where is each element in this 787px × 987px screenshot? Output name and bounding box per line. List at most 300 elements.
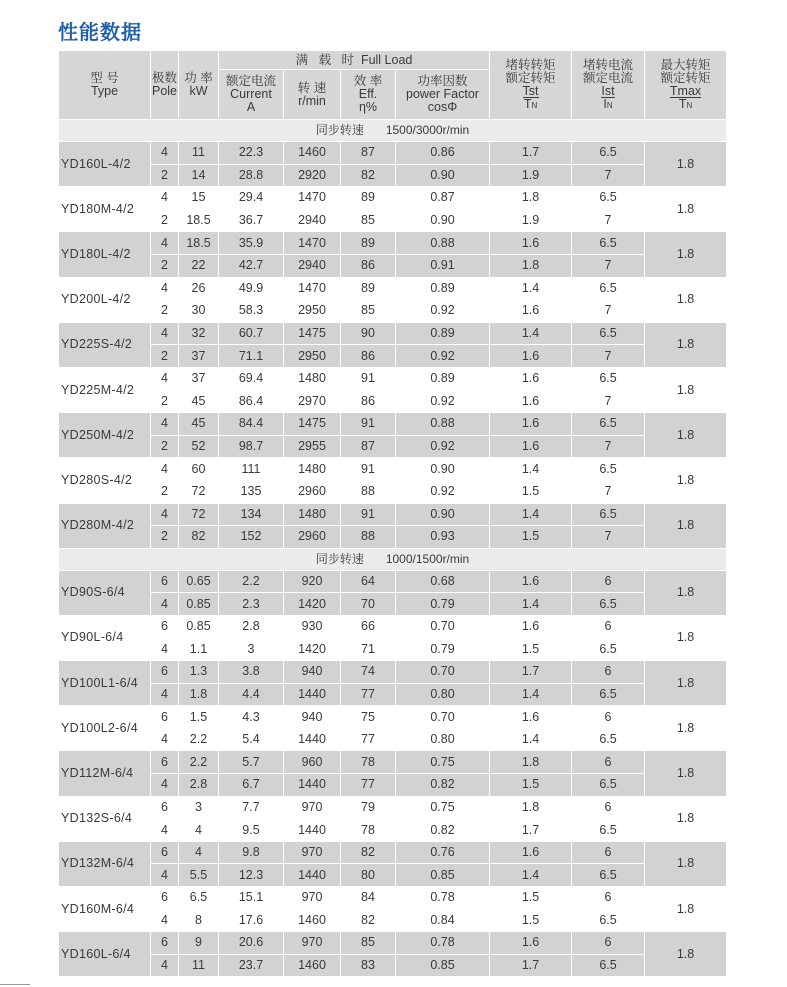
cell-power-kw: 52 <box>179 435 219 458</box>
cell-pole: 4 <box>151 232 179 255</box>
table-body <box>59 120 727 977</box>
cell-power-kw: 60 <box>179 458 219 481</box>
cell-power-kw: 3 <box>179 796 219 819</box>
cell-pole: 2 <box>151 209 179 232</box>
cell-power-factor: 0.92 <box>396 345 490 368</box>
table-row <box>59 932 727 955</box>
cell-ist-ratio: 7 <box>572 480 645 503</box>
table-row <box>59 164 727 187</box>
cell-power-factor: 0.78 <box>396 887 490 910</box>
cell-speed: 2960 <box>284 480 341 503</box>
cell-pole: 4 <box>151 277 179 300</box>
cell-ist-ratio: 6 <box>572 887 645 910</box>
table-row <box>59 751 727 774</box>
cell-tst-ratio: 1.5 <box>490 638 572 661</box>
cell-ist-ratio: 7 <box>572 209 645 232</box>
cell-efficiency: 89 <box>341 187 396 210</box>
cell-speed: 1460 <box>284 909 341 932</box>
cell-power-kw: 22 <box>179 254 219 277</box>
table-row <box>59 209 727 232</box>
cell-efficiency: 91 <box>341 503 396 526</box>
cell-pole: 4 <box>151 819 179 842</box>
cell-ist-ratio: 6.5 <box>572 819 645 842</box>
cell-speed: 1480 <box>284 458 341 481</box>
cell-current: 84.4 <box>219 413 284 436</box>
cell-tmax-ratio: 1.8 <box>645 841 727 886</box>
cell-power-factor: 0.92 <box>396 480 490 503</box>
cell-pole: 6 <box>151 706 179 729</box>
cell-pole: 4 <box>151 728 179 751</box>
cell-efficiency: 74 <box>341 661 396 684</box>
cell-current: 6.7 <box>219 774 284 797</box>
cell-tst-ratio: 1.4 <box>490 683 572 706</box>
cell-speed: 1440 <box>284 864 341 887</box>
cell-tmax-ratio: 1.8 <box>645 322 727 367</box>
cell-ist-ratio: 6.5 <box>572 142 645 165</box>
cell-speed: 970 <box>284 796 341 819</box>
cell-ist-ratio: 6.5 <box>572 774 645 797</box>
cell-tst-ratio: 1.6 <box>490 615 572 638</box>
table-row <box>59 413 727 436</box>
cell-ist-ratio: 6 <box>572 661 645 684</box>
table-row <box>59 480 727 503</box>
cell-tst-ratio: 1.5 <box>490 774 572 797</box>
cell-efficiency: 66 <box>341 615 396 638</box>
section-speed: 1500/3000r/min <box>385 123 470 137</box>
header-power-factor: 功率因数 power Factor cosΦ <box>396 70 490 120</box>
cell-power-kw: 1.5 <box>179 706 219 729</box>
cell-power-kw: 1.8 <box>179 683 219 706</box>
header-pole: 极数 Pole <box>151 51 179 120</box>
cell-power-factor: 0.68 <box>396 570 490 593</box>
cell-pole: 6 <box>151 615 179 638</box>
cell-tmax-ratio: 1.8 <box>645 367 727 412</box>
cell-tst-ratio: 1.7 <box>490 661 572 684</box>
cell-efficiency: 84 <box>341 887 396 910</box>
cell-efficiency: 86 <box>341 390 396 413</box>
model-type: YD90S-6/4 <box>59 570 151 615</box>
cell-ist-ratio: 6 <box>572 615 645 638</box>
cell-ist-ratio: 6.5 <box>572 367 645 390</box>
cell-power-factor: 0.91 <box>396 254 490 277</box>
cell-current: 2.8 <box>219 615 284 638</box>
section-title: 同步转速 <box>315 551 364 566</box>
cell-current: 9.5 <box>219 819 284 842</box>
model-type: YD225M-4/2 <box>59 367 151 412</box>
cell-current: 58.3 <box>219 300 284 323</box>
cell-ist-ratio: 6.5 <box>572 683 645 706</box>
cell-efficiency: 91 <box>341 413 396 436</box>
cell-current: 69.4 <box>219 367 284 390</box>
cell-power-factor: 0.82 <box>396 774 490 797</box>
cell-efficiency: 64 <box>341 570 396 593</box>
cell-tst-ratio: 1.5 <box>490 480 572 503</box>
cell-current: 134 <box>219 503 284 526</box>
cell-ist-ratio: 6.5 <box>572 638 645 661</box>
cell-speed: 940 <box>284 661 341 684</box>
cell-speed: 930 <box>284 615 341 638</box>
table-row <box>59 232 727 255</box>
cell-current: 4.4 <box>219 683 284 706</box>
cell-current: 29.4 <box>219 187 284 210</box>
model-type: YD90L-6/4 <box>59 615 151 660</box>
table-row <box>59 887 727 910</box>
cell-speed: 1480 <box>284 503 341 526</box>
cell-ist-ratio: 7 <box>572 390 645 413</box>
section-title: 同步转速 <box>315 123 364 137</box>
cell-efficiency: 70 <box>341 593 396 616</box>
cell-pole: 6 <box>151 751 179 774</box>
cell-pole: 4 <box>151 909 179 932</box>
cell-current: 2.3 <box>219 593 284 616</box>
cell-ist-ratio: 6 <box>572 841 645 864</box>
cell-power-factor: 0.89 <box>396 367 490 390</box>
cell-power-factor: 0.84 <box>396 909 490 932</box>
header-kw: 功 率 kW <box>179 51 219 120</box>
cell-pole: 2 <box>151 390 179 413</box>
cell-power-factor: 0.90 <box>396 209 490 232</box>
cell-efficiency: 87 <box>341 142 396 165</box>
cell-tst-ratio: 1.6 <box>490 390 572 413</box>
cell-efficiency: 88 <box>341 526 396 549</box>
cell-pole: 4 <box>151 503 179 526</box>
cell-power-kw: 45 <box>179 390 219 413</box>
cell-tst-ratio: 1.6 <box>490 413 572 436</box>
cell-ist-ratio: 6 <box>572 706 645 729</box>
cell-tmax-ratio: 1.8 <box>645 887 727 932</box>
cell-tst-ratio: 1.7 <box>490 819 572 842</box>
cell-pole: 2 <box>151 526 179 549</box>
cell-power-kw: 1.1 <box>179 638 219 661</box>
model-type: YD132M-6/4 <box>59 841 151 886</box>
cell-efficiency: 78 <box>341 751 396 774</box>
cell-power-factor: 0.90 <box>396 458 490 481</box>
cell-speed: 1440 <box>284 728 341 751</box>
cell-ist-ratio: 6.5 <box>572 909 645 932</box>
cell-ist-ratio: 6.5 <box>572 728 645 751</box>
table-row <box>59 841 727 864</box>
cell-speed: 970 <box>284 841 341 864</box>
cell-power-kw: 6.5 <box>179 887 219 910</box>
cell-efficiency: 85 <box>341 209 396 232</box>
cell-current: 9.8 <box>219 841 284 864</box>
cell-tst-ratio: 1.6 <box>490 367 572 390</box>
cell-speed: 970 <box>284 887 341 910</box>
cell-efficiency: 89 <box>341 232 396 255</box>
cell-tst-ratio: 1.6 <box>490 300 572 323</box>
cell-pole: 4 <box>151 683 179 706</box>
cell-tst-ratio: 1.6 <box>490 932 572 955</box>
cell-power-kw: 4 <box>179 819 219 842</box>
header-efficiency: 效 率 Eff. η% <box>341 70 396 120</box>
cell-speed: 1440 <box>284 774 341 797</box>
cell-power-kw: 4 <box>179 841 219 864</box>
cell-tst-ratio: 1.6 <box>490 706 572 729</box>
model-type: YD100L2-6/4 <box>59 706 151 751</box>
cell-current: 5.7 <box>219 751 284 774</box>
cell-power-kw: 18.5 <box>179 232 219 255</box>
cell-power-kw: 15 <box>179 187 219 210</box>
cell-tst-ratio: 1.4 <box>490 277 572 300</box>
cell-current: 20.6 <box>219 932 284 955</box>
cell-power-kw: 5.5 <box>179 864 219 887</box>
table-row <box>59 593 727 616</box>
cell-power-kw: 72 <box>179 503 219 526</box>
cell-tst-ratio: 1.8 <box>490 254 572 277</box>
cell-power-kw: 11 <box>179 142 219 165</box>
cell-tmax-ratio: 1.8 <box>645 187 727 232</box>
cell-pole: 4 <box>151 638 179 661</box>
cell-current: 4.3 <box>219 706 284 729</box>
cell-ist-ratio: 6 <box>572 796 645 819</box>
cell-ist-ratio: 6.5 <box>572 593 645 616</box>
cell-speed: 960 <box>284 751 341 774</box>
section-label <box>59 548 727 570</box>
table-row <box>59 458 727 481</box>
cell-ist-ratio: 6.5 <box>572 277 645 300</box>
cell-tmax-ratio: 1.8 <box>645 142 727 187</box>
cell-efficiency: 79 <box>341 796 396 819</box>
cell-tmax-ratio: 1.8 <box>645 932 727 977</box>
table-row <box>59 909 727 932</box>
cell-efficiency: 85 <box>341 300 396 323</box>
cell-speed: 2950 <box>284 345 341 368</box>
cell-speed: 1420 <box>284 593 341 616</box>
cell-ist-ratio: 6.5 <box>572 864 645 887</box>
table-row <box>59 345 727 368</box>
cell-speed: 1420 <box>284 638 341 661</box>
cell-efficiency: 85 <box>341 932 396 955</box>
model-type: YD100L1-6/4 <box>59 661 151 706</box>
cell-power-factor: 0.80 <box>396 683 490 706</box>
cell-current: 7.7 <box>219 796 284 819</box>
table-row <box>59 322 727 345</box>
cell-tst-ratio: 1.4 <box>490 458 572 481</box>
cell-tst-ratio: 1.8 <box>490 187 572 210</box>
header-full-load: 满 载 时 Full Load <box>219 51 490 70</box>
performance-table <box>58 50 727 977</box>
cell-speed: 1460 <box>284 954 341 977</box>
cell-tst-ratio: 1.6 <box>490 232 572 255</box>
section-speed: 1000/1500r/min <box>385 551 470 566</box>
cell-power-kw: 37 <box>179 367 219 390</box>
cell-power-factor: 0.92 <box>396 300 490 323</box>
cell-pole: 2 <box>151 254 179 277</box>
cell-speed: 1440 <box>284 683 341 706</box>
cell-current: 3 <box>219 638 284 661</box>
cell-current: 36.7 <box>219 209 284 232</box>
table-row <box>59 819 727 842</box>
section-label <box>59 120 727 142</box>
table-row <box>59 526 727 549</box>
cell-power-factor: 0.85 <box>396 954 490 977</box>
model-type: YD200L-4/2 <box>59 277 151 322</box>
cell-tmax-ratio: 1.8 <box>645 413 727 458</box>
cell-ist-ratio: 6.5 <box>572 458 645 481</box>
cell-pole: 6 <box>151 570 179 593</box>
cell-power-kw: 0.85 <box>179 593 219 616</box>
model-type: YD180M-4/2 <box>59 187 151 232</box>
cell-speed: 1470 <box>284 277 341 300</box>
cell-power-factor: 0.92 <box>396 435 490 458</box>
cell-speed: 2940 <box>284 209 341 232</box>
cell-pole: 4 <box>151 367 179 390</box>
cell-pole: 4 <box>151 142 179 165</box>
cell-efficiency: 75 <box>341 706 396 729</box>
cell-power-factor: 0.79 <box>396 593 490 616</box>
cell-power-factor: 0.88 <box>396 232 490 255</box>
cell-tmax-ratio: 1.8 <box>645 751 727 796</box>
cell-speed: 940 <box>284 706 341 729</box>
cell-current: 152 <box>219 526 284 549</box>
cell-efficiency: 86 <box>341 254 396 277</box>
cell-power-factor: 0.70 <box>396 615 490 638</box>
header-speed: 转 速 r/min <box>284 70 341 120</box>
cell-power-factor: 0.90 <box>396 164 490 187</box>
cell-power-factor: 0.87 <box>396 187 490 210</box>
cell-speed: 2920 <box>284 164 341 187</box>
cell-power-kw: 82 <box>179 526 219 549</box>
cell-efficiency: 71 <box>341 638 396 661</box>
cell-power-factor: 0.88 <box>396 413 490 436</box>
cell-efficiency: 82 <box>341 909 396 932</box>
cell-current: 17.6 <box>219 909 284 932</box>
cell-power-kw: 45 <box>179 413 219 436</box>
cell-current: 111 <box>219 458 284 481</box>
cell-speed: 1470 <box>284 232 341 255</box>
cell-power-kw: 2.8 <box>179 774 219 797</box>
cell-tmax-ratio: 1.8 <box>645 796 727 841</box>
model-type: YD160L-6/4 <box>59 932 151 977</box>
cell-tst-ratio: 1.5 <box>490 909 572 932</box>
model-type: YD160L-4/2 <box>59 142 151 187</box>
cell-power-factor: 0.80 <box>396 728 490 751</box>
cell-power-kw: 26 <box>179 277 219 300</box>
cell-power-factor: 0.78 <box>396 932 490 955</box>
table-row <box>59 615 727 638</box>
header-current: 额定电流 Current A <box>219 70 284 120</box>
cell-ist-ratio: 6 <box>572 751 645 774</box>
cell-pole: 2 <box>151 300 179 323</box>
cell-current: 22.3 <box>219 142 284 165</box>
table-row <box>59 390 727 413</box>
cell-current: 86.4 <box>219 390 284 413</box>
table-row <box>59 728 727 751</box>
cell-pole: 4 <box>151 593 179 616</box>
cell-power-factor: 0.86 <box>396 142 490 165</box>
cell-pole: 6 <box>151 932 179 955</box>
cell-tmax-ratio: 1.8 <box>645 661 727 706</box>
cell-tmax-ratio: 1.8 <box>645 458 727 503</box>
cell-efficiency: 87 <box>341 435 396 458</box>
cell-efficiency: 78 <box>341 819 396 842</box>
cell-power-kw: 0.85 <box>179 615 219 638</box>
cell-current: 135 <box>219 480 284 503</box>
cell-speed: 2970 <box>284 390 341 413</box>
cell-speed: 1480 <box>284 367 341 390</box>
header-tst-ratio: 堵转转矩 额定转矩 Tst TN <box>490 51 572 120</box>
table-row <box>59 435 727 458</box>
cell-ist-ratio: 6.5 <box>572 503 645 526</box>
table-row <box>59 864 727 887</box>
cell-current: 3.8 <box>219 661 284 684</box>
cell-efficiency: 88 <box>341 480 396 503</box>
cell-power-kw: 8 <box>179 909 219 932</box>
cell-power-factor: 0.90 <box>396 503 490 526</box>
cell-tst-ratio: 1.8 <box>490 751 572 774</box>
model-type: YD160M-6/4 <box>59 887 151 932</box>
cell-efficiency: 90 <box>341 322 396 345</box>
page-edge-line <box>0 984 30 985</box>
cell-ist-ratio: 7 <box>572 526 645 549</box>
table-row <box>59 706 727 729</box>
cell-power-kw: 11 <box>179 954 219 977</box>
cell-current: 5.4 <box>219 728 284 751</box>
table-row <box>59 661 727 684</box>
cell-tmax-ratio: 1.8 <box>645 232 727 277</box>
table-row <box>59 503 727 526</box>
cell-current: 49.9 <box>219 277 284 300</box>
cell-tst-ratio: 1.9 <box>490 164 572 187</box>
cell-power-kw: 72 <box>179 480 219 503</box>
cell-pole: 6 <box>151 841 179 864</box>
table-row <box>59 683 727 706</box>
header-type: 型 号 Type <box>59 51 151 120</box>
cell-pole: 4 <box>151 864 179 887</box>
cell-efficiency: 91 <box>341 367 396 390</box>
cell-power-factor: 0.82 <box>396 819 490 842</box>
cell-tmax-ratio: 1.8 <box>645 277 727 322</box>
cell-power-kw: 37 <box>179 345 219 368</box>
table-row <box>59 187 727 210</box>
cell-tmax-ratio: 1.8 <box>645 503 727 548</box>
table-row <box>59 796 727 819</box>
cell-current: 12.3 <box>219 864 284 887</box>
cell-tst-ratio: 1.6 <box>490 841 572 864</box>
cell-tst-ratio: 1.4 <box>490 322 572 345</box>
cell-current: 23.7 <box>219 954 284 977</box>
cell-ist-ratio: 7 <box>572 254 645 277</box>
cell-pole: 2 <box>151 480 179 503</box>
cell-ist-ratio: 6.5 <box>572 954 645 977</box>
cell-efficiency: 86 <box>341 345 396 368</box>
cell-efficiency: 82 <box>341 164 396 187</box>
page-title: 性能数据 <box>58 20 142 44</box>
cell-pole: 4 <box>151 458 179 481</box>
cell-pole: 4 <box>151 322 179 345</box>
cell-efficiency: 77 <box>341 774 396 797</box>
cell-pole: 4 <box>151 413 179 436</box>
cell-speed: 2960 <box>284 526 341 549</box>
cell-ist-ratio: 6.5 <box>572 187 645 210</box>
cell-tmax-ratio: 1.8 <box>645 615 727 660</box>
cell-current: 98.7 <box>219 435 284 458</box>
cell-ist-ratio: 7 <box>572 164 645 187</box>
cell-pole: 2 <box>151 345 179 368</box>
cell-power-kw: 9 <box>179 932 219 955</box>
cell-ist-ratio: 6 <box>572 570 645 593</box>
cell-power-factor: 0.93 <box>396 526 490 549</box>
header-ist-ratio: 堵转电流 额定电流 Ist IN <box>572 51 645 120</box>
cell-power-factor: 0.76 <box>396 841 490 864</box>
model-type: YD132S-6/4 <box>59 796 151 841</box>
cell-tst-ratio: 1.4 <box>490 864 572 887</box>
model-type: YD250M-4/2 <box>59 413 151 458</box>
cell-speed: 1460 <box>284 142 341 165</box>
cell-tst-ratio: 1.7 <box>490 954 572 977</box>
cell-efficiency: 77 <box>341 728 396 751</box>
cell-power-kw: 14 <box>179 164 219 187</box>
